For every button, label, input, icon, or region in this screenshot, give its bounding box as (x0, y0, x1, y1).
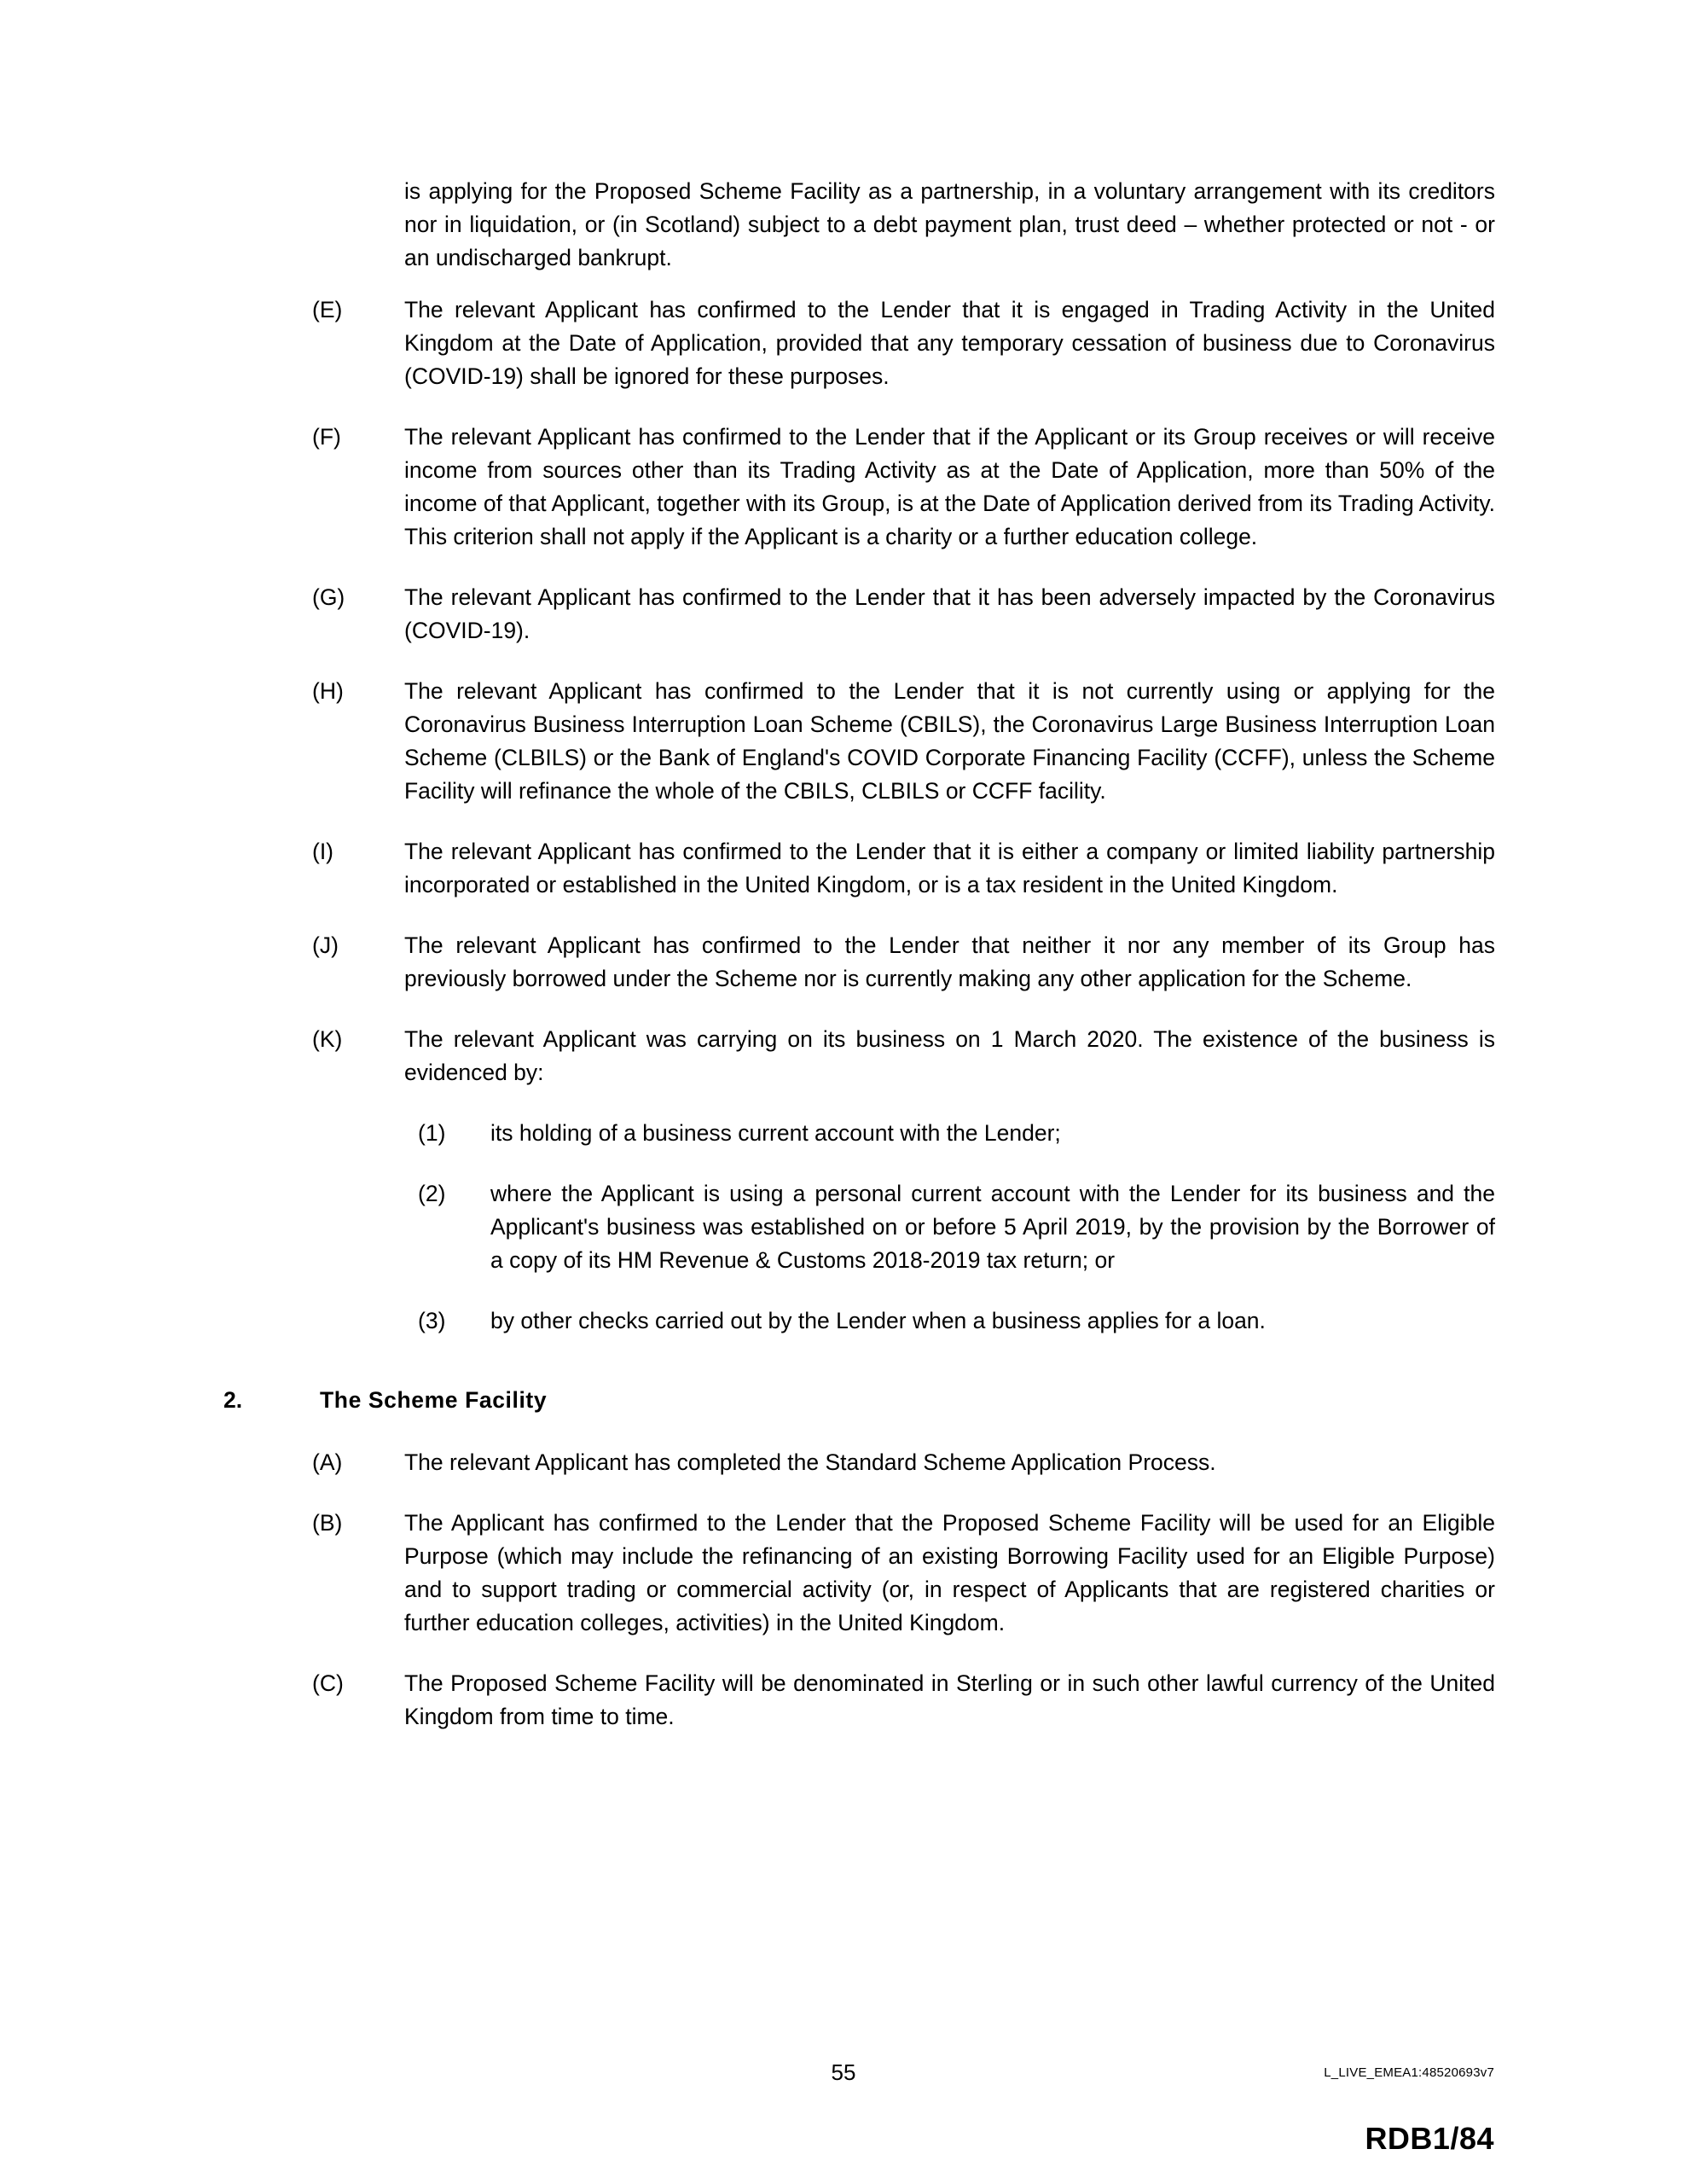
list-item-marker: (K) (312, 1026, 343, 1052)
list-item-marker: (A) (312, 1449, 343, 1475)
list-item-marker: (E) (312, 297, 343, 322)
list-item-text: The relevant Applicant has confirmed to the Lender that neither it nor any member of its Group has previously borrowed under the Scheme nor is currently making any other application for the Scheme. (404, 932, 1495, 991)
sub-list-item (0, 1177, 1687, 1277)
list-item-marker: (F) (312, 424, 341, 450)
list-item-text: The relevant Applicant has completed the Standard Scheme Application Process. (404, 1449, 1216, 1475)
document-reference: L_LIVE_EMEA1:48520693v7 (1324, 2065, 1494, 2080)
list-item (0, 1667, 1687, 1734)
spacer (0, 275, 1687, 293)
list-item-text: The relevant Applicant has confirmed to the Lender that it is not currently using or applying for the Coronavirus Business Interruption Loan Scheme (CBILS), the Coronavirus Large Business Interruption Loan Scheme (CLBILS) or the Bank of England's COVID Corporate Financing Facility (CCFF), unless the Scheme Facility will refinance the whole of the CBILS, CLBILS or CCFF facility. (404, 678, 1495, 804)
list-item-text: The relevant Applicant has confirmed to the Lender that it has been adversely impacted by the Coronavirus (COVID-19). (404, 584, 1495, 643)
sub-list-item-marker: (2) (418, 1181, 446, 1206)
sub-list-item-marker: (3) (418, 1308, 446, 1333)
list-item (0, 421, 1687, 554)
list-item (0, 1507, 1687, 1640)
list-item-marker: (G) (312, 584, 345, 610)
section-heading (0, 1384, 1687, 1417)
list-item-marker: (C) (312, 1670, 344, 1696)
list-item (0, 835, 1687, 902)
list-item-text: The relevant Applicant was carrying on its business on 1 March 2020. The existence of the business is evidenced by: (404, 1026, 1495, 1085)
sub-list-item-text: its holding of a business current account with the Lender; (490, 1120, 1061, 1146)
list-item-marker: (H) (312, 678, 344, 704)
list-item-marker: (B) (312, 1510, 343, 1536)
bates-stamp: RDB1/84 (1365, 2121, 1494, 2156)
sub-list-item-marker: (1) (418, 1120, 446, 1146)
sub-list-item (0, 1304, 1687, 1338)
spacer (0, 1365, 1687, 1384)
list-item (0, 929, 1687, 996)
section-title: The Scheme Facility (320, 1387, 548, 1413)
list-item-marker: (J) (312, 932, 339, 958)
continuation-paragraph (0, 175, 1687, 275)
page-footer (0, 2059, 1687, 2094)
paragraph-text: is applying for the Proposed Scheme Facility as a partnership, in a voluntary arrangement with its creditors nor in liquidation, or (in Scotland) subject to a debt payment plan, trust deed – whether protected or not - or an undischarged bankrupt. (404, 178, 1495, 270)
list-item (0, 1023, 1687, 1089)
section-number: 2. (223, 1387, 243, 1413)
list-item-text: The relevant Applicant has confirmed to the Lender that it is engaged in Trading Activity in the United Kingdom at the Date of Application, provided that any temporary cessation of business due to Coronavirus (COVID-19) shall be ignored for these purposes. (404, 297, 1495, 389)
list-item (0, 293, 1687, 393)
list-item-text: The relevant Applicant has confirmed to the Lender that if the Applicant or its Group receives or will receive income from sources other than its Trading Activity as at the Date of Application, more than 50% of the income of that Applicant, together with its Group, is at the Date of Application derived from its Trading Activity. This criterion shall not apply if the Applicant is a charity or a further education college. (404, 424, 1495, 549)
sub-list-item-text: by other checks carried out by the Lender when a business applies for a loan. (490, 1308, 1266, 1333)
list-item-marker: (I) (312, 839, 334, 864)
sub-list-item-text: where the Applicant is using a personal current account with the Lender for its business and the Applicant's business was established on or before 5 April 2019, by the provision by the Borrower of a copy of its HM Revenue & Customs 2018-2019 tax return; or (490, 1181, 1495, 1273)
sub-list-item (0, 1117, 1687, 1150)
page-number: 55 (831, 2059, 856, 2085)
list-item (0, 675, 1687, 808)
list-item-text: The Applicant has confirmed to the Lender that the Proposed Scheme Facility will be used for an Eligible Purpose (which may include the refinancing of an existing Borrowing Facility used for an Eligible Purpose) and to support trading or commercial activity (or, in respect of Applicants that are registered charities or further education colleges, activities) in the United Kingdom. (404, 1510, 1495, 1635)
list-item-text: The relevant Applicant has confirmed to the Lender that it is either a company or limited liability partnership incorporated or established in the United Kingdom, or is a tax resident in the United Kingdom. (404, 839, 1495, 897)
list-item-text: The Proposed Scheme Facility will be denominated in Sterling or in such other lawful currency of the United Kingdom from time to time. (404, 1670, 1495, 1729)
list-item (0, 1446, 1687, 1479)
list-item (0, 581, 1687, 648)
